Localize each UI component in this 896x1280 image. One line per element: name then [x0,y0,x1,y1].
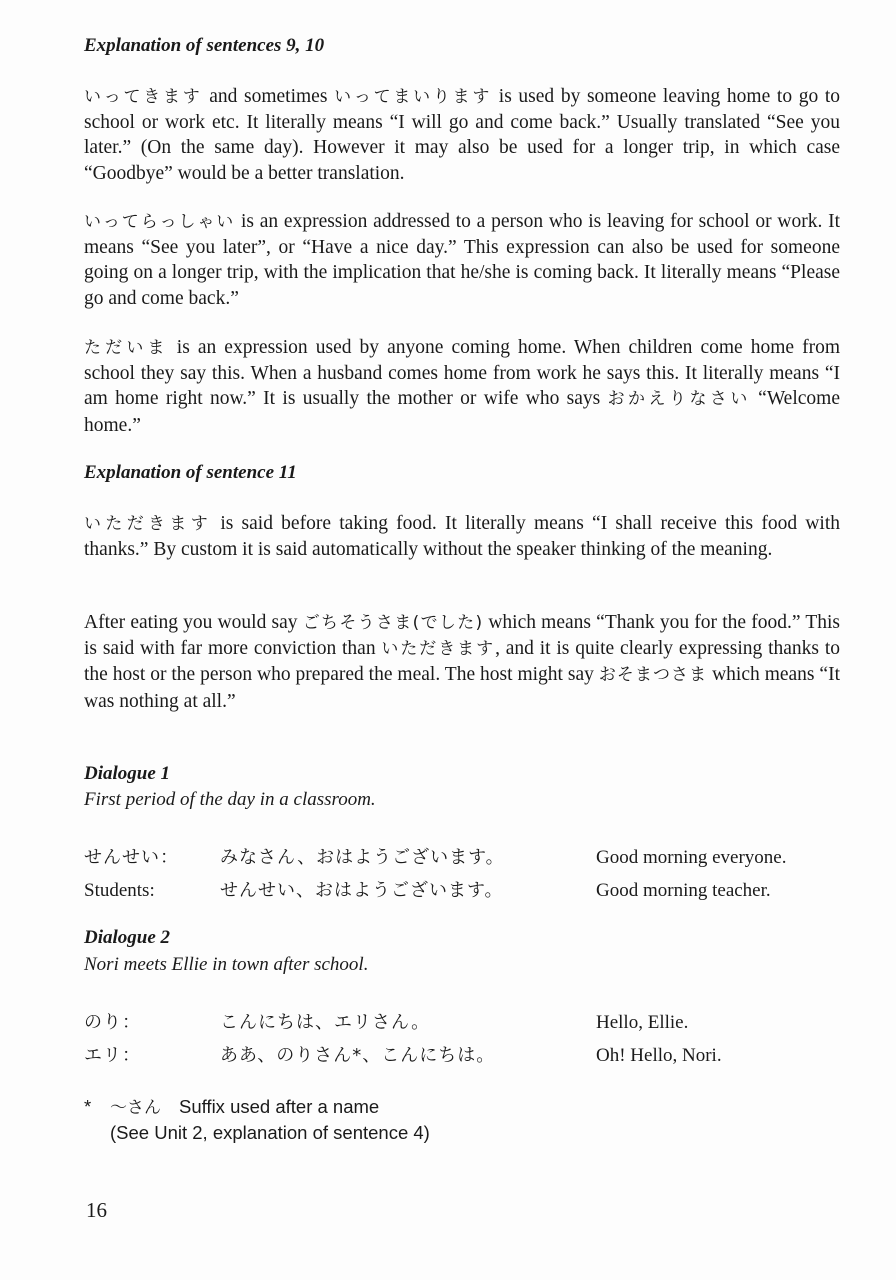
dialogue-line: みなさん、おはようございます。 [220,847,505,868]
dialogue-speaker: Students: [84,880,155,901]
dialogue-2-title: Dialogue 2 [84,927,171,948]
dialogue-speaker: エリ： [84,1045,141,1066]
paragraph-tadaima: ただいま is an expression used by anyone coming home. When children come home from school they say this. When a husband comes home from work he says this. It literally means “I am home right now.” It is usually the mother or wife who says おかえりなさい “Welcome home.” [84,337,841,436]
jp-term: いただきます [84,514,213,534]
jp-term: おそまつさま [598,665,708,686]
dialogue-line: せんせい、おはようございます。 [220,880,504,901]
dialogue-translation: Hello, Ellie. [596,1012,689,1033]
paragraph-gochisousama: After eating you would say ごちそうさま(でした) which means “Thank you for the food.” This is said with far more conviction than いただきます, and it is quite clearly expressing thanks to the host or the person who prepared the meal. The host might say おそまつさま which means “It was nothing at all.” [84,612,841,712]
jp-term: おかえりなさい [607,389,751,410]
dialogue-speaker: のり： [84,1012,141,1033]
dialogue-1-title: Dialogue 1 [84,763,171,784]
section-heading-sentence-11: Explanation of sentence 11 [84,462,297,483]
dialogue-line: ああ、のりさん*、こんにちは。 [220,1045,496,1066]
jp-term: いってまいります [334,87,493,107]
dialogue-translation: Good morning everyone. [596,847,787,868]
jp-term: ただいま [84,338,169,358]
jp-term: いってきます [84,87,203,107]
dialogue-translation: Oh! Hello, Nori. [596,1045,722,1066]
footnote [84,1094,379,1121]
paragraph-itterasshai: いってらっしゃい is an expression addressed to a person who is leaving for school or work. It means “See you later”, or “Have a nice day.” This expression can also be used for someone going on a longer trip, with the implication that he/she is coming back. It literally means “Please go and come back.” [84,211,841,309]
jp-term: ごちそうさま(でした) [302,613,484,633]
dialogue-speaker: せんせい： [84,847,179,868]
footnote-text: Suffix used after a name [179,1096,380,1117]
footnote-suffix: ～さん [110,1098,161,1118]
paragraph-ittekimasu: いってきます and sometimes いってまいります is used by someone leaving home to go to school or work etc. It literally means “I will go and come back.” Usually translated “See you later.” (On the same day). However it may also be used for a longer trip, in which case “Goodbye” would be a better translation. [84,86,841,184]
footnote-marker: * [84,1096,92,1117]
jp-term: いってらっしゃい [84,212,236,232]
section-heading-sentences-9-10: Explanation of sentences 9, 10 [84,35,325,56]
dialogue-1-subtitle: First period of the day in a classroom. [84,789,376,810]
jp-term: いただきます [381,639,496,660]
dialogue-line: こんにちは、エリさん。 [220,1012,431,1033]
page-number: 16 [86,1198,107,1222]
dialogue-translation: Good morning teacher. [596,880,771,901]
footnote-reference: (See Unit 2, explanation of sentence 4) [110,1122,430,1143]
paragraph-itadakimasu: いただきます is said before taking food. It literally means “I shall receive this food with thanks.” By custom it is said automatically without the speaker thinking of the meaning. [84,513,840,561]
dialogue-2-subtitle: Nori meets Ellie in town after school. [84,954,369,975]
